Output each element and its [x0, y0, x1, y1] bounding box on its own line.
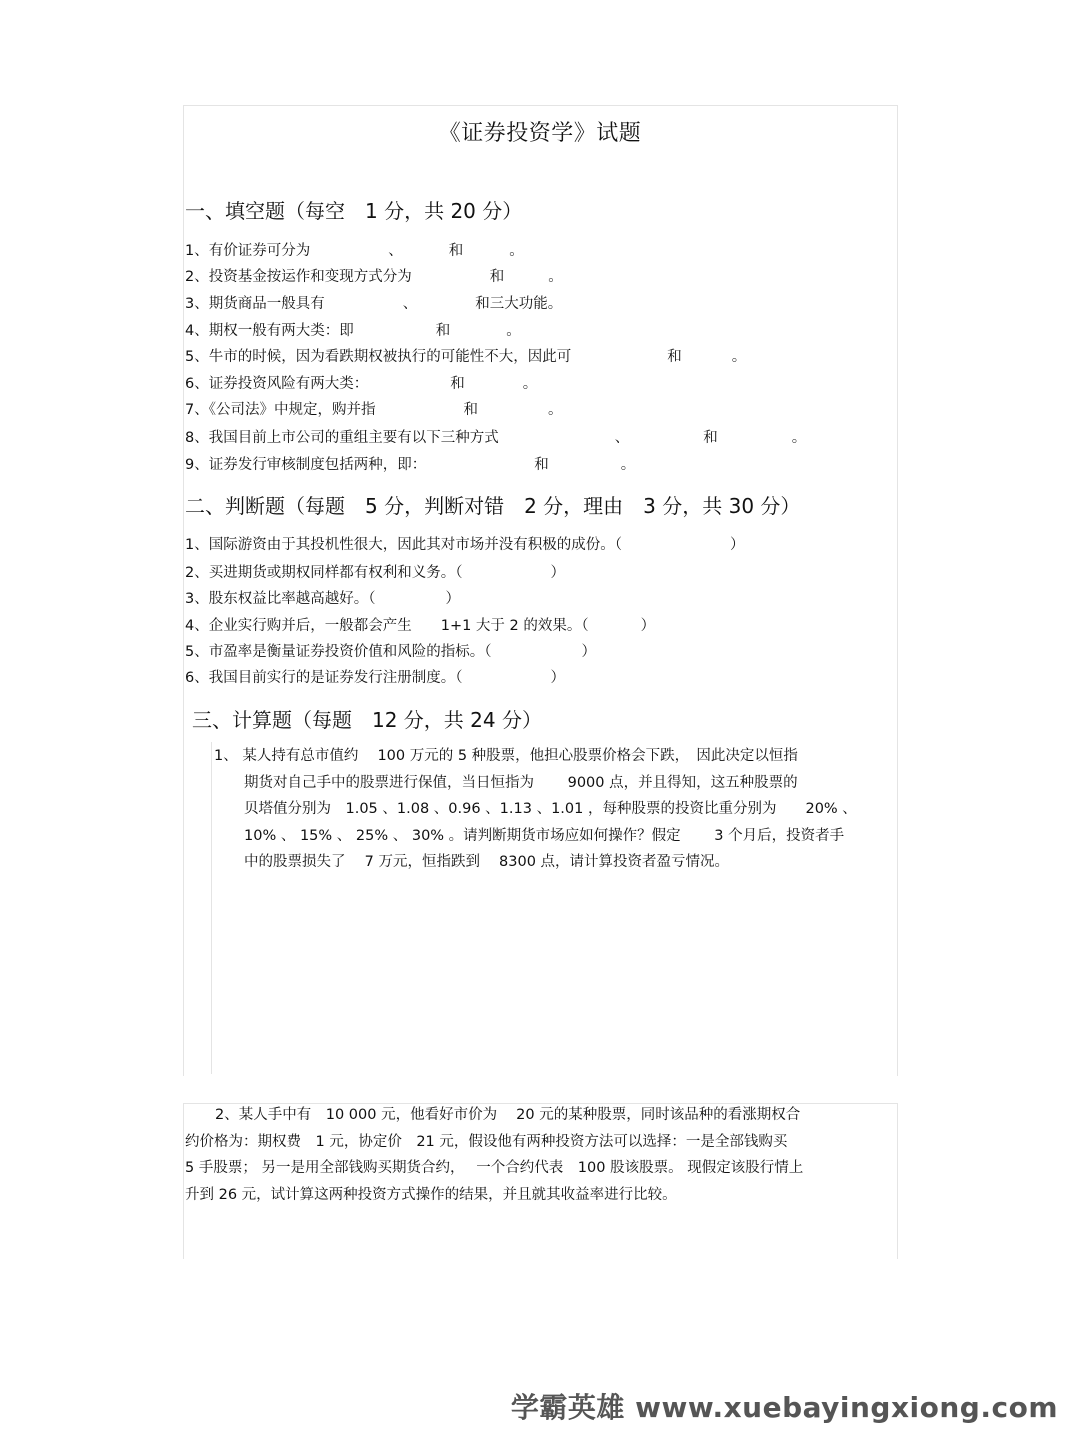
- fill-item-7: 7、《公司法》中规定，购并指 和 。: [185, 402, 563, 418]
- watermark-text: 学霸英雄 www.xuebayingxiong.com: [510, 1391, 1058, 1424]
- judge-item-5: 5、市盈率是衡量证券投资价值和风险的指标。（ ）: [185, 644, 596, 660]
- fill-item-6: 6、证券投资风险有两大类： 和 。: [185, 376, 538, 392]
- fill-item-9: 9、证券发行审核制度包括两种，即： 和 。: [185, 457, 636, 473]
- section2-heading: 二、判断题（每题 5 分，判断对错 2 分，理由 3 分，共 30 分）: [185, 494, 801, 518]
- fill-item-2: 2、投资基金按运作和变现方式分为 和 。: [185, 269, 563, 285]
- calc-question-1: [214, 743, 857, 876]
- judge-item-2: 2、买进期货或期权同样都有权利和义务。（ ）: [185, 565, 565, 581]
- q1-line-5: 中的股票损失了 7 万元，恒指跌到 8300 点，请计算投资者盈亏情况。: [244, 854, 730, 870]
- q2-line-1: 2、某人手中有 10 000 元，他看好市价为 20 元的某种股票，同时该品种的看涨期权合: [215, 1107, 801, 1123]
- fill-item-5: 5、牛市的时候，因为看跌期权被执行的可能性不大，因此可 和 。: [185, 349, 747, 365]
- section1-heading: 一、填空题（每空 1 分，共 20 分）: [185, 199, 523, 223]
- calc-question-2: [185, 1102, 803, 1208]
- judge-item-6: 6、我国目前实行的是证券发行注册制度。（ ）: [185, 670, 565, 686]
- judge-item-4: 4、企业实行购并后，一般都会产生 1+1 大于 2 的效果。（ ）: [185, 618, 656, 634]
- judge-item-1: 1、国际游资由于其投机性很大，因此其对市场并没有积极的成份。（ ）: [185, 537, 745, 553]
- q1-line-3: 贝塔值分别为 1.05 、1.08 、0.96 、1.13 、1.01 ，每种股票的投资比重分别为 20% 、: [244, 801, 857, 817]
- exam-title: 《证券投资学》试题: [438, 121, 642, 146]
- q1-line-4: 10% 、 15% 、 25% 、 30% 。请判断期货市场应如何操作？假定 3 个月后，投资者手: [244, 827, 845, 844]
- q1-line-1: 1、 某人持有总市值约 100 万元的 5 种股票，他担心股票价格会下跌， 因此决定以恒指: [214, 748, 798, 764]
- fill-item-1: 1、有价证券可分为 、 和 。: [185, 243, 524, 259]
- q2-line-3: 5 手股票； 另一是用全部钱购买期货合约， 一个合约代表 100 股该股票。 现假定该股行情上: [185, 1160, 804, 1176]
- fill-item-8: 8、我国目前上市公司的重组主要有以下三种方式 、 和 。: [185, 430, 807, 446]
- answer-area-border: [211, 742, 212, 1074]
- q2-line-2: 约价格为：期权费 1 元，协定价 21 元，假设他有两种投资方法可以选择：一是全部钱购买: [185, 1133, 788, 1150]
- fill-item-3: 3、期货商品一般具有 、 和三大功能。: [185, 296, 563, 312]
- fill-item-4: 4、期权一般有两大类：即 和 。: [185, 323, 521, 339]
- section3-heading: 三、计算题（每题 12 分，共 24 分）: [192, 708, 542, 732]
- q2-line-4: 升到 26 元，试计算这两种投资方式操作的结果，并且就其收益率进行比较。: [185, 1186, 677, 1203]
- judge-item-3: 3、股东权益比率越高越好。（ ）: [185, 591, 460, 607]
- q1-line-2: 期货对自己手中的股票进行保值，当日恒指为 9000 点，并且得知，这五种股票的: [244, 774, 798, 791]
